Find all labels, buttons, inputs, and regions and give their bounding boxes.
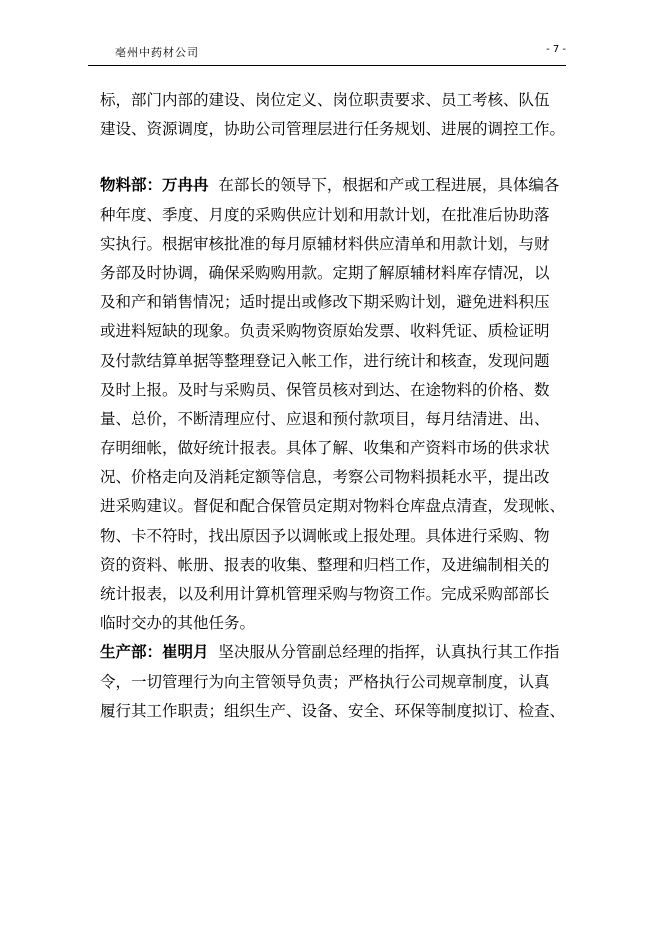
text-line: 种年度、季度、月度的采购供应计划和用款计划，在批准后协助落 (100, 205, 550, 224)
text-line: 存明细帐，做好统计报表。具体了解、收集和产资料市场的供求状 (100, 439, 550, 458)
text-line: 统计报表，以及利用计算机管理采购与物资工作。完成采购部部长 (100, 585, 550, 603)
materials-title: 物料部：万冉冉 (100, 176, 209, 195)
page-number: - 7 - (546, 44, 566, 55)
paragraph-gap (100, 144, 562, 171)
text-line: 在部长的领导下，根据和产或工程进展，具体编各 (218, 176, 560, 195)
document-body (100, 86, 566, 726)
text-line: 物、卡不符时，找出原因予以调帐或上报处理。具体进行采购、物 (100, 526, 550, 545)
materials-heading-line (100, 171, 562, 200)
text-line: 建设、资源调度，协助公司管理层进行任务规划、进展的调控工作。 (100, 120, 566, 139)
text-line: 及时上报。及时与采购员、保管员核对到达、在途物料的价格、数 (100, 380, 550, 399)
text-line: 务部及时协调，确保采购购用款。定期了解原辅材料库存情况，以 (100, 263, 550, 282)
text-line: 量、总价，不断清理应付、应退和预付款项目，每月结清进、出、 (100, 409, 550, 428)
text-line: 临时交办的其他任务。 (100, 614, 256, 633)
page-header (88, 44, 566, 64)
text-line: 标，部门内部的建设、岗位定义、岗位职责要求、员工考核、队伍 (100, 91, 550, 109)
header-rule (88, 65, 566, 66)
text-line: 令，一切管理行为向主管领导负责；严格执行公司规章制度，认真 (100, 672, 550, 691)
text-line: 或进料短缺的现象。负责采购物资原始发票、收料凭证、质检证明 (100, 322, 550, 341)
production-heading-line (100, 638, 562, 667)
text-line: 及付款结算单据等整理登记入帐工作，进行统计和核查，发现问题 (100, 351, 550, 370)
text-line: 实执行。根据审核批准的每月原辅材料供应清单和用款计划，与财 (100, 234, 550, 253)
text-line: 坚决服从分管副总经理的指挥，认真执行其工作指 (218, 643, 560, 662)
text-line: 况、价格走向及消耗定额等信息，考察公司物料损耗水平，提出改 (100, 468, 550, 487)
text-line: 履行其工作职责；组织生产、设备、安全、环保等制度拟订、检查、 (100, 701, 566, 720)
company-name: 亳州中药材公司 (115, 46, 199, 59)
text-line: 资的资料、帐册、报表的收集、整理和归档工作，及进编制相关的 (100, 555, 550, 574)
text-line: 及和产和销售情况；适时提出或修改下期采购计划，避免进料积压 (100, 293, 550, 312)
text-line: 进采购建议。督促和配合保管员定期对物料仓库盘点清查，发现帐、 (100, 497, 566, 516)
production-title: 生产部：崔明月 (100, 643, 209, 662)
